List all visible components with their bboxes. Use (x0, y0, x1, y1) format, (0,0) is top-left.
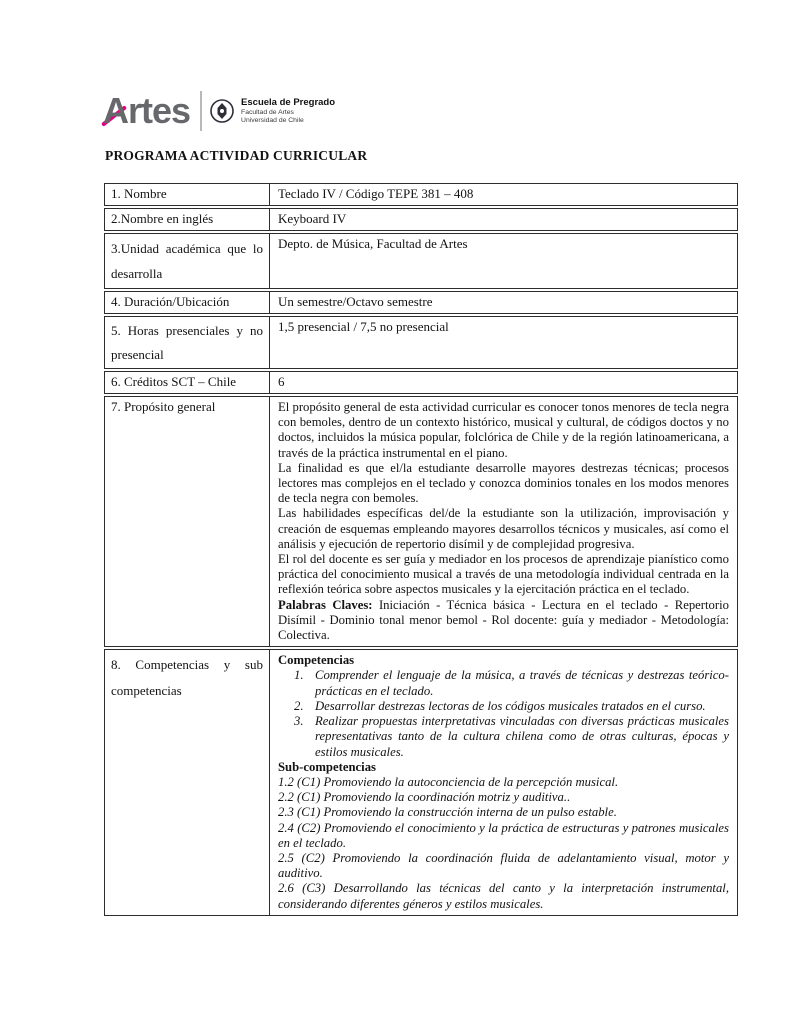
row-label: 6. Créditos SCT – Chile (104, 371, 270, 394)
logo-divider (200, 91, 202, 131)
subcompetencia-item: 1.2 (C1) Promoviendo la autoconciencia de la percepción musical. (278, 774, 619, 789)
table-row-nombre (104, 183, 738, 206)
proposito-text (269, 396, 738, 647)
competencia-item (278, 668, 729, 698)
competencia-item (278, 714, 729, 760)
proposito-paragraph: La finalidad es que el/la estudiante desarrolle mayores destrezas técnicas; procesos lectores mas complejos en el teclado y conozca dominios tonales en los modos menores de tecla negra con bemoles. (278, 460, 729, 506)
subcompetencia-item: 2.3 (C1) Promoviendo la construcción interna de un pulso estable. (278, 805, 617, 820)
artes-logo (103, 88, 190, 134)
item-number: 3. (294, 714, 304, 729)
table-row-duracion (104, 291, 738, 314)
row-label: 8. Competencias y sub competencias (104, 649, 270, 915)
table-row-proposito (104, 396, 738, 647)
table-row-horas (104, 316, 738, 369)
item-text: Comprender el lenguaje de la música, a través de técnicas y destrezas teórico-prácticas en el teclado. (315, 668, 729, 698)
row-value: Depto. de Música, Facultad de Artes (269, 233, 738, 290)
row-label: 7. Propósito general (104, 396, 270, 647)
school-text-block (241, 97, 335, 125)
keywords-text: Iniciación - Técnica básica - Lectura en el teclado - Repertorio Disímil - Dominio tonal menor bemol - Rol docente: guía y mediador - Metodología: Colectiva. (278, 597, 729, 643)
row-label: 2.Nombre en inglés (104, 208, 270, 231)
subcompetencia-item: 2.2 (C1) Promoviendo la coordinación motriz y auditiva.. (278, 790, 571, 805)
item-text: Realizar propuestas interpretativas vinculadas con diversas prácticas musicales representativas tanto de la cultura chilena como de otras culturas, épocas y estilos musicales. (315, 714, 729, 759)
item-number: 1. (294, 668, 304, 683)
subcompetencia-item: 2.6 (C3) Desarrollando las técnicas del canto y la interpretación instrumental, considerando diferentes géneros y estilos musicales. (278, 881, 729, 911)
page-title: PROGRAMA ACTIVIDAD CURRICULAR (105, 148, 368, 163)
university-name: Universidad de Chile (241, 116, 304, 124)
row-label: 5. Horas presenciales y no presencial (104, 316, 270, 369)
keywords-paragraph (278, 598, 729, 644)
subcompetencias-header: Sub-competencias (278, 759, 376, 774)
proposito-paragraph: El rol del docente es ser guía y mediador en los procesos de aprendizaje pianístico como práctica del conocimiento musical a través de una metodología individual centrada en la reflexión teórica sobre aspectos musicales y la ejercitación práctica en el teclado. (278, 552, 729, 597)
row-label: 4. Duración/Ubicación (104, 291, 270, 314)
table-row-nombre-ingles (104, 208, 738, 231)
row-value: Un semestre/Octavo semestre (269, 291, 738, 314)
proposito-paragraph: Las habilidades específicas del/de la estudiante son la utilización, improvisación y creación de esquemas empleando mayores desarrollos técnicos y musicales, así como el análisis y ejecución de repertorio disímil y de complejidad progresiva. (278, 506, 729, 551)
row-value: 6 (269, 371, 738, 394)
table-row-unidad-academica (104, 233, 738, 290)
subcompetencia-item: 2.4 (C2) Promoviendo el conocimiento y la práctica de estructuras y patrones musicales en el teclado. (278, 820, 729, 850)
competencias-content (269, 649, 738, 915)
faculty-name: Facultad de Artes (241, 108, 294, 116)
subcompetencia-item: 2.5 (C2) Promoviendo la coordinación fluida de adelantamiento visual, motor y auditivo. (278, 850, 729, 881)
item-number: 2. (294, 698, 304, 713)
university-emblem-icon (210, 98, 236, 124)
table-row-competencias (104, 649, 738, 915)
competencia-item (278, 699, 729, 714)
table-row-creditos (104, 371, 738, 394)
row-value: Keyboard IV (269, 208, 738, 231)
row-label: 1. Nombre (104, 183, 270, 206)
school-name: Escuela de Pregrado (241, 97, 336, 109)
competencias-header: Competencias (278, 653, 355, 668)
item-text: Desarrollar destrezas lectoras de los códigos musicales tratados en el curso. (315, 698, 706, 713)
brand-text: Artes (103, 90, 191, 131)
proposito-paragraph: El propósito general de esta actividad curricular es conocer tonos menores de tecla negra con bemoles, dentro de un contexto histórico, musical y cultural, de códigos doctos y no doctos, incluidos la música popular, folclórica de Chile y de la región latinoamericana, a través de la práctica instrumental en el piano. (278, 400, 729, 460)
row-label: 3.Unidad académica que lo desarrolla (104, 233, 270, 290)
logo-header (103, 88, 335, 134)
curriculum-table (104, 183, 738, 918)
row-value: Teclado IV / Código TEPE 381 – 408 (269, 183, 738, 206)
keywords-label: Palabras Claves: (278, 597, 373, 612)
row-value: 1,5 presencial / 7,5 no presencial (269, 316, 738, 369)
